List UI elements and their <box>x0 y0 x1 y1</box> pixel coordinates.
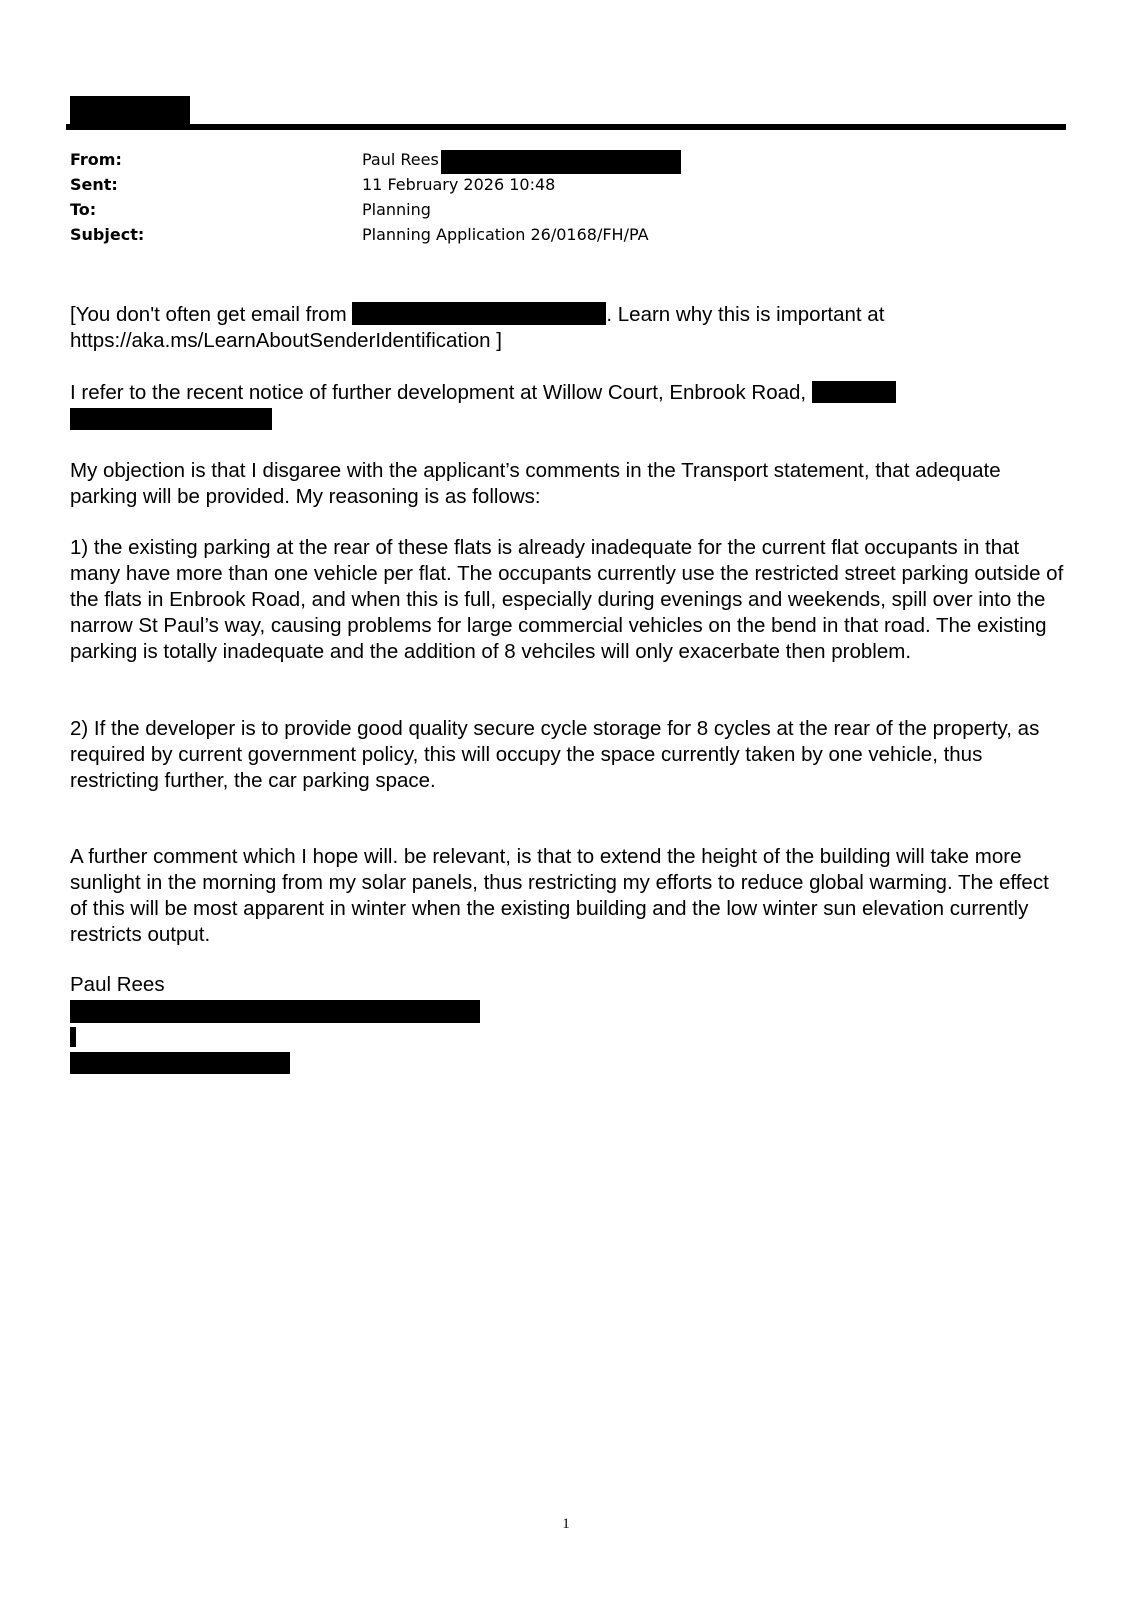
signature-redaction-3 <box>70 1052 290 1074</box>
sender-notice <box>70 302 1070 354</box>
point-1-paragraph: 1) the existing parking at the rear of these flats is already inadequate for the current flat occupants in that many have more than one vehicle per flat. The occupants currently use the restricted street parking outside of the flats in Enbrook Road, and when this is full, especially during evenings and weekends, spill over into the narrow St Paul’s way, causing problems for large commercial vehicles on the bend in that road. The existing parking is totally inadequate and the addition of 8 vehciles will only exacerbate then problem. <box>70 536 1064 663</box>
signature-redaction-2 <box>70 1027 76 1047</box>
page-number: 1 <box>562 1516 570 1532</box>
objection-paragraph: My objection is that I disgaree with the applicant’s comments in the Transport statement, that adequate parking will be provided. My reasoning is as follows: <box>70 459 1001 508</box>
sent-label: Sent: <box>70 175 118 194</box>
sender-notice-link: https://aka.ms/LearnAboutSenderIdentification ] <box>70 329 502 352</box>
subject-value: Planning Application 26/0168/FH/PA <box>362 225 649 244</box>
sent-value: 11 February 2026 10:48 <box>362 175 556 194</box>
signature-redaction-1 <box>70 1000 480 1023</box>
intro-paragraph <box>70 380 1070 406</box>
address-redaction-1 <box>812 381 896 403</box>
address-redaction-2 <box>70 408 272 430</box>
intro-text: I refer to the recent notice of further development at Willow Court, Enbrook Road, <box>70 381 807 404</box>
sender-email-redaction <box>352 302 606 325</box>
signature-name: Paul Rees <box>70 973 165 996</box>
from-label: From: <box>70 150 122 169</box>
from-email-redaction <box>441 150 681 174</box>
subject-label: Subject: <box>70 225 145 244</box>
further-comment-paragraph: A further comment which I hope will. be relevant, is that to extend the height of the building will take more sunlight in the morning from my solar panels, thus restricting my efforts to reduce global warming. The effect of this will be most apparent in winter when the existing building and the low winter sun elevation currently restricts output. <box>70 845 1049 946</box>
sender-notice-part1: [You don't often get email from <box>70 303 347 326</box>
to-label: To: <box>70 200 97 219</box>
header-rule <box>66 124 1066 130</box>
header-redaction <box>70 96 190 126</box>
to-value: Planning <box>362 200 431 219</box>
point-2-paragraph: 2) If the developer is to provide good quality secure cycle storage for 8 cycles at the rear of the property, as required by current government policy, this will occupy the space currently taken by one vehicle, thus restricting further, the car parking space. <box>70 717 1040 792</box>
from-value: Paul Rees <box>362 150 439 169</box>
sender-notice-part2: . Learn why this is important at <box>606 303 885 326</box>
